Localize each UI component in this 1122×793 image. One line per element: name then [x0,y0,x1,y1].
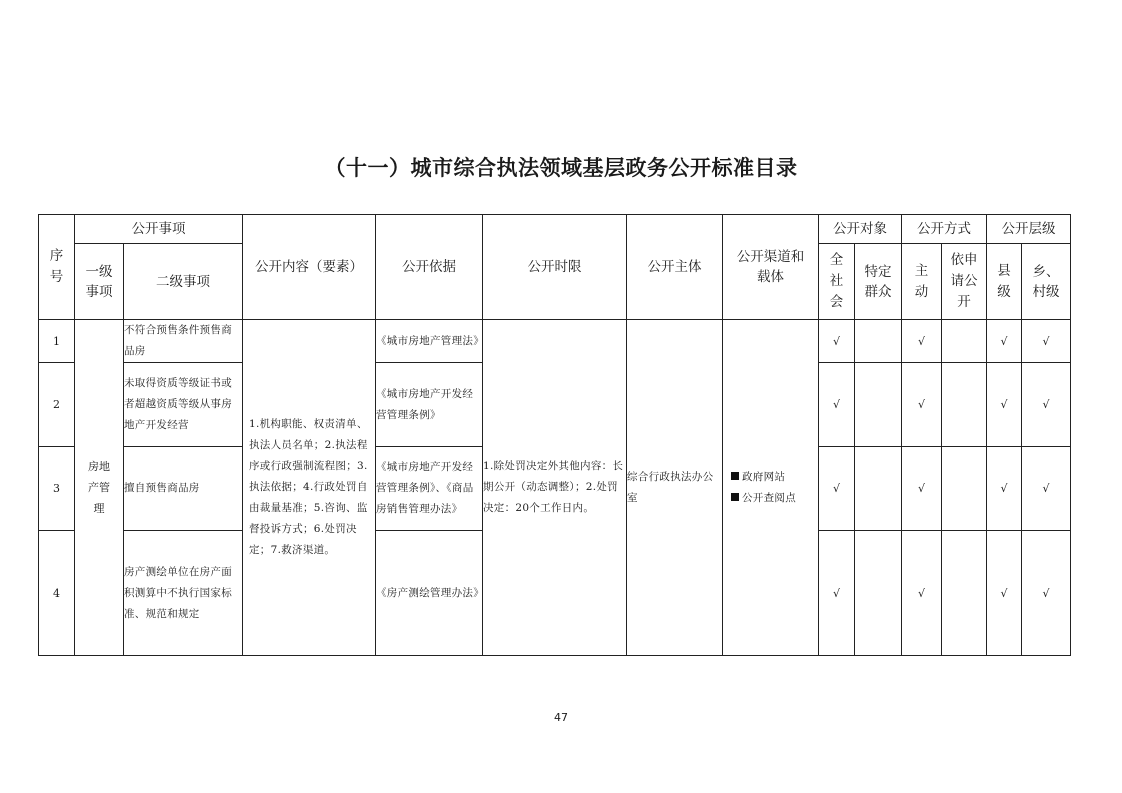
level1-cell [75,320,124,656]
channel-item: 政府网站 [731,467,810,488]
disclosure-catalog-table [38,214,1071,656]
check-target-specific [855,531,902,656]
check-level-county: √ [987,447,1022,531]
check-method-active: √ [902,531,942,656]
page-number: 47 [554,711,568,724]
row-level2: 不符合预售条件预售商品房 [124,320,243,363]
header-level1: 一级事项 [75,244,124,320]
channel-cell [723,320,819,656]
time-limit-cell [483,320,627,656]
row-basis: 《城市房地产管理法》 [376,320,483,363]
row-level2: 擅自预售商品房 [124,447,243,531]
check-target-specific [855,447,902,531]
row-level2: 未取得资质等级证书或者超越资质等级从事房地产开发经营 [124,363,243,447]
check-level-county: √ [987,531,1022,656]
header-time-limit: 公开时限 [483,215,627,320]
check-level-town: √ [1022,447,1071,531]
header-level2: 二级事项 [124,244,243,320]
header-channel: 公开渠道和载体 [723,215,819,320]
header-level: 公开层级 [987,215,1071,244]
row-basis: 《房产测绘管理办法》 [376,531,483,656]
content-text: 1.机构职能、权责清单、执法人员名单；2.执法程序或行政强制流程图；3.执法依据；4.行政处罚自由裁量基准；5.咨询、监督投诉方式；6.处罚决定；7.救济渠道。 [249,418,368,556]
subject-text: 综合行政执法办公室 [627,470,714,504]
row-level2: 房产测绘单位在房产面积测算中不执行国家标准、规范和规定 [124,531,243,656]
header-matters: 公开事项 [75,215,243,244]
check-level-county: √ [987,320,1022,363]
subject-cell [627,320,723,656]
check-level-county: √ [987,363,1022,447]
check-method-apply [942,447,987,531]
header-basis: 公开依据 [376,215,483,320]
header-row-1 [39,215,1071,244]
header-target-all: 全社会 [819,244,855,320]
row-basis: 《城市房地产开发经营管理条例》 [376,363,483,447]
channel-item: 公开查阅点 [731,488,810,509]
time-limit-text: 1.除处罚决定外其他内容：长期公开（动态调整）；2.处罚决定：20个工作日内。 [483,460,624,514]
header-method: 公开方式 [902,215,987,244]
content-cell [243,320,376,656]
check-method-active: √ [902,320,942,363]
check-level-town: √ [1022,531,1071,656]
header-level-county: 县级 [987,244,1022,320]
header-target-specific: 特定群众 [855,244,902,320]
row-basis: 《城市房地产开发经营管理条例》、《商品房销售管理办法》 [376,447,483,531]
check-target-all: √ [819,363,855,447]
page-title: （十一）城市综合执法领域基层政务公开标准目录 [324,156,798,180]
header-method-active: 主动 [902,244,942,320]
header-seq: 序号 [39,215,75,320]
row-seq: 1 [39,320,75,363]
check-method-active: √ [902,363,942,447]
table-row [39,320,1071,363]
check-level-town: √ [1022,320,1071,363]
header-content: 公开内容（要素） [243,215,376,320]
header-level-town: 乡、村级 [1022,244,1071,320]
header-target: 公开对象 [819,215,902,244]
square-bullet-icon [731,493,739,501]
check-target-all: √ [819,447,855,531]
row-seq: 3 [39,447,75,531]
header-method-apply: 依申请公开 [942,244,987,320]
row-seq: 4 [39,531,75,656]
check-target-all: √ [819,320,855,363]
check-method-apply [942,531,987,656]
row-seq: 2 [39,363,75,447]
check-method-apply [942,363,987,447]
check-target-all: √ [819,531,855,656]
check-method-apply [942,320,987,363]
check-level-town: √ [1022,363,1071,447]
level1-label: 房地产管理 [88,460,110,515]
check-target-specific [855,363,902,447]
check-target-specific [855,320,902,363]
check-method-active: √ [902,447,942,531]
square-bullet-icon [731,472,739,480]
header-subject: 公开主体 [627,215,723,320]
